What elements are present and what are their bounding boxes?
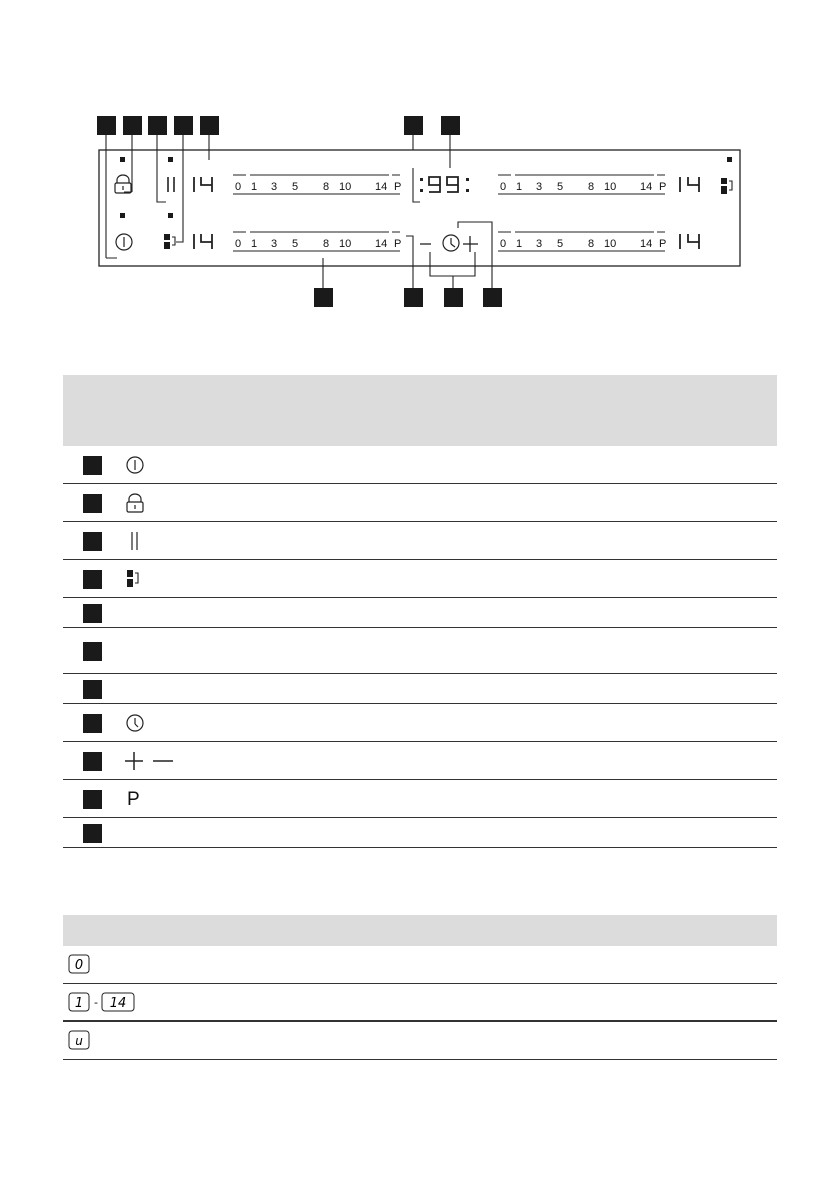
- scale-label: P: [394, 238, 402, 250]
- table-row: [63, 628, 777, 674]
- scale-label: 1: [251, 181, 258, 193]
- panel-clock-icon[interactable]: [443, 235, 459, 251]
- scale-label: 0: [500, 238, 507, 250]
- table-row: [63, 598, 777, 628]
- callout-marker: [83, 494, 102, 513]
- scale-left-bottom[interactable]: [233, 232, 401, 251]
- table-row: [63, 522, 777, 560]
- digit-display-left-bottom: [194, 234, 212, 249]
- table-row: [63, 780, 777, 818]
- svg-text:u: u: [75, 1034, 83, 1048]
- heat-setting-table: [63, 915, 777, 1060]
- callout-marker: [83, 824, 102, 843]
- callout-marker: [83, 714, 102, 733]
- scale-label: 5: [557, 181, 564, 193]
- callout-markers-bottom: [314, 288, 502, 307]
- scale-right-top[interactable]: [498, 175, 666, 194]
- table-header: [63, 915, 777, 946]
- leader-lines: [106, 135, 492, 288]
- digit-display-left-top: [194, 177, 212, 192]
- scale-label: P: [659, 238, 667, 250]
- scale-label: 8: [588, 238, 595, 250]
- scale-label: 0: [500, 181, 507, 193]
- power-level-scales: [233, 175, 666, 251]
- digit-display-right-bottom: [680, 234, 699, 249]
- scale-label: 1: [516, 181, 523, 193]
- timer-display: [420, 177, 469, 192]
- table-row: [63, 818, 777, 848]
- scale-label: 3: [536, 181, 543, 193]
- scale-label: 10: [339, 181, 352, 193]
- scale-label: 5: [557, 238, 564, 250]
- scale-label: 3: [536, 238, 543, 250]
- scale-right-bottom[interactable]: [498, 232, 666, 251]
- table-row: [63, 742, 777, 780]
- p-icon: P: [127, 789, 140, 810]
- table-header: [63, 375, 777, 446]
- panel-pause-icon: [168, 177, 174, 192]
- scale-label: P: [394, 181, 402, 193]
- scale-label: 14: [375, 238, 388, 250]
- power-icon: [123, 453, 147, 477]
- scale-left-top[interactable]: [233, 175, 401, 194]
- control-panel-diagram: [0, 0, 839, 330]
- callout-marker: [83, 680, 102, 699]
- scale-label: 8: [323, 181, 330, 193]
- panel-power-icon: [116, 234, 132, 250]
- table-row: [63, 946, 777, 984]
- table-row: [63, 984, 777, 1022]
- display-symbol: [67, 946, 127, 984]
- svg-text:0: 0: [74, 958, 84, 973]
- scale-label: 1: [251, 238, 258, 250]
- scale-label: 8: [323, 238, 330, 250]
- callout-marker: [83, 570, 102, 589]
- panel-bridge-icon-left: [164, 234, 175, 249]
- svg-text:1: 1: [74, 996, 84, 1011]
- display-symbol: [67, 1022, 127, 1060]
- lock-icon: [123, 491, 147, 515]
- scale-label: 3: [271, 181, 278, 193]
- panel-lock-icon: [115, 175, 131, 193]
- table-row: [63, 1022, 777, 1060]
- table-row: [63, 560, 777, 598]
- plus-minus-icon: [123, 749, 179, 773]
- callout-marker: [83, 604, 102, 623]
- scale-label: 5: [292, 181, 299, 193]
- bridge-icon: [123, 567, 147, 591]
- callout-marker: [83, 456, 102, 475]
- scale-label: 1: [516, 238, 523, 250]
- digit-display-right-top: [680, 177, 699, 192]
- scale-label: 14: [640, 181, 653, 193]
- scale-label: 5: [292, 238, 299, 250]
- clock-icon: [123, 711, 147, 735]
- display-symbol: [67, 984, 147, 1022]
- callout-marker: [83, 790, 102, 809]
- callout-marker: [83, 642, 102, 661]
- table-row: [63, 484, 777, 522]
- scale-label: 14: [375, 181, 388, 193]
- callout-marker: [83, 532, 102, 551]
- scale-label: 0: [235, 181, 242, 193]
- table-row: [63, 704, 777, 742]
- svg-text:-: -: [94, 996, 98, 1009]
- scale-label: 0: [235, 238, 242, 250]
- scale-label: 10: [604, 181, 617, 193]
- scale-label: 10: [604, 238, 617, 250]
- pause-icon: [123, 529, 147, 553]
- svg-text:14: 14: [109, 996, 127, 1011]
- scale-label: 14: [640, 238, 653, 250]
- scale-label: 10: [339, 238, 352, 250]
- callout-markers-top: [97, 116, 460, 135]
- panel-bridge-icon-right: [721, 178, 732, 194]
- scale-label: P: [659, 181, 667, 193]
- scale-label: 3: [271, 238, 278, 250]
- panel-plus-button[interactable]: [463, 236, 478, 252]
- table-row: [63, 674, 777, 704]
- callout-marker: [83, 752, 102, 771]
- table-row: [63, 446, 777, 484]
- scale-label: 8: [588, 181, 595, 193]
- sensor-field-table: [63, 375, 777, 848]
